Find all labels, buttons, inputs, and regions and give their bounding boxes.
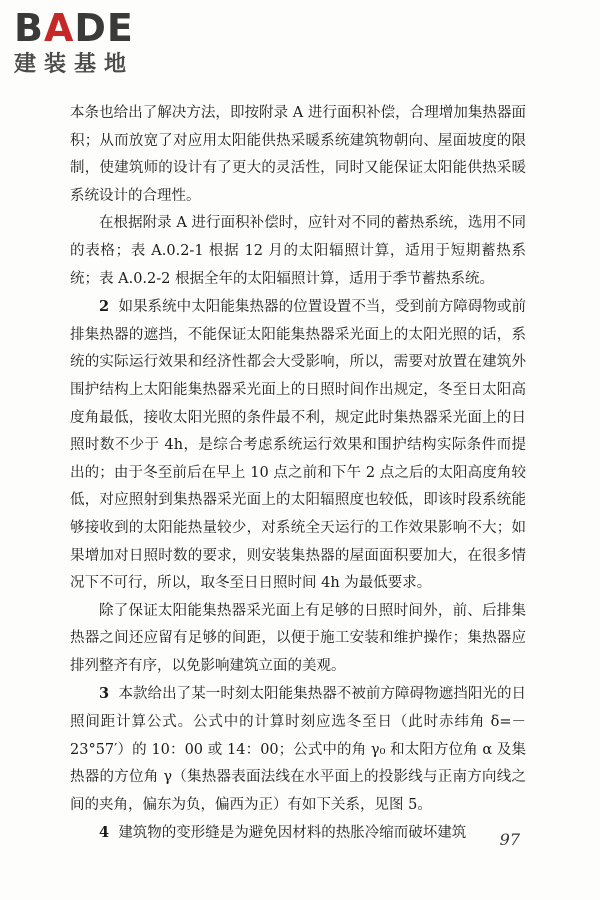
paragraph-2-text: 在根据附录 A 进行面积补偿时，应针对不同的蓄热系统，选用不同的表格；表 A.0.2-1 根据 12 月的太阳辐照计算，适用于短期蓄热系统；表 A.0.2-2 根据全年的太阳辐照计算，适用于季节蓄热系统。 <box>70 215 526 287</box>
logo-letter-b: B <box>14 6 44 50</box>
paragraph-5-text: 本款给出了某一时刻太阳能集热器不被前方障碍物遮挡阳光的日照间距计算公式。公式中的计算时刻应选冬至日（此时赤纬角 δ=－23°57′）的 10：00 或 14：00；公式中的角 γ₀ 和太阳方位角 α 及集热器的方位角 γ（集热器表面法线在水平面上的投影线与正南方向线之间的夹角，偏东为负，偏西为正）有如下关系，见图 5。 <box>70 686 527 813</box>
paragraph-5 <box>70 680 526 819</box>
logo-letters-de: DE <box>74 6 134 50</box>
page-number: 97 <box>499 830 520 849</box>
paragraph-6 <box>70 819 526 848</box>
paragraph-4 <box>70 598 526 681</box>
paragraph-1 <box>70 100 526 210</box>
paragraph-4-text: 除了保证太阳能集热器采光面上有足够的日照时间外，前、后排集热器之间还应留有足够的间距，以便于施工安装和维护操作；集热器应排列整齐有序，以免影响建筑立面的美观。 <box>70 602 526 674</box>
body-text <box>70 100 526 848</box>
clause-number: 3 <box>99 685 110 703</box>
logo-wordmark <box>14 8 184 48</box>
bade-logo <box>14 8 184 88</box>
paragraph-3-text: 如果系统中太阳能集热器的位置设置不当，受到前方障碍物或前排集热器的遮挡，不能保证太阳能集热器采光面上的太阳光照的话，系统的实际运行效果和经济性都会大受影响，所以，需要对放置在建筑外围护结构上太阳能集热器采光面上的日照时间作出规定，冬至日太阳高度角最低，接收太阳光照的条件最不利，规定此时集热器采光面上的日照时数不少于 4h，是综合考虑系统运行效果和围护结构实际条件而提出的；由于冬至前后在早上 10 点之前和下午 2 点之后的太阳高度角较低，对应照射到集热器采光面上的太阳辐照度也较低，即该时段系统能够接收到的太阳能热量较少，对系统全天运行的工作效果影响不大；如果增加对日照时数的要求，则安装集热器的屋面面积要加大，在很多情况下不可行，所以，取冬至日日照时间 4h 为最低要求。 <box>70 299 527 592</box>
paragraph-6-text: 建筑物的变形缝是为避免因材料的热胀冷缩而破坏建筑 <box>118 825 467 842</box>
paragraph-2 <box>70 210 526 293</box>
paragraph-3 <box>70 293 526 598</box>
logo-letter-a: A <box>43 6 75 50</box>
clause-number: 2 <box>99 298 110 316</box>
paragraph-1-text: 本条也给出了解决方法，即按附录 A 进行面积补偿，合理增加集热器面积；从而放宽了对应用太阳能供热采暖系统建筑物朝向、屋面坡度的限制，使建筑师的设计有了更大的灵活性，同时又能保证太阳能供热采暖系统设计的合理性。 <box>70 105 526 204</box>
logo-subtitle: 建装基地 <box>14 52 135 77</box>
clause-number: 4 <box>99 824 110 842</box>
